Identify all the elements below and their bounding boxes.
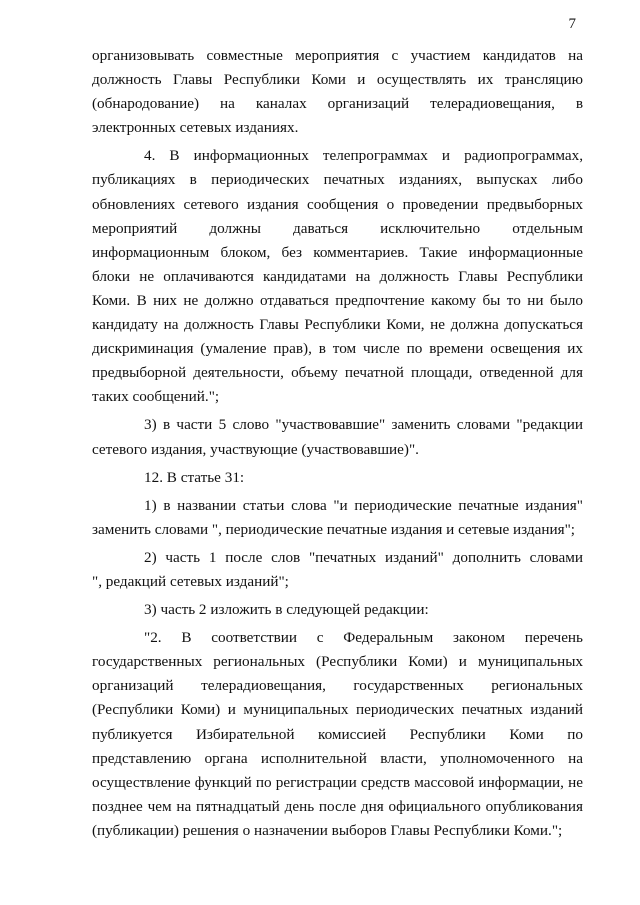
text-line: осуществление функций по регистрации средств массовой информации, не xyxy=(92,773,583,791)
text-line: 2) часть 1 после слов "печатных изданий" дополнить словами xyxy=(144,548,583,566)
text-line: дискриминация (умаление прав), в том числе по времени освещения их xyxy=(92,340,583,358)
text-line: публикуется Избирательной комиссией Республики Коми по xyxy=(92,725,583,743)
text-line: 4. В информационных телепрограммах и радиопрограммах, xyxy=(144,147,583,165)
text-line: (обнародование) на каналах организаций телерадиовещания, в xyxy=(92,95,583,113)
page-number: 7 xyxy=(568,16,576,32)
text-line: ", редакций сетевых изданий"; xyxy=(92,572,289,590)
text-line: (Республики Коми) и муниципальных периодических печатных изданий xyxy=(92,701,583,719)
text-line: публикациях в периодических печатных изданиях, выпусках либо xyxy=(92,171,583,189)
text-line: таких сообщений."; xyxy=(92,388,220,406)
text-line: государственных региональных (Республики Коми) и муниципальных xyxy=(92,653,583,671)
text-line: 3) в части 5 слово "участвовавшие" заменить словами "редакции xyxy=(144,416,583,434)
text-line: блоки не оплачиваются кандидатами на должность Главы Республики xyxy=(92,267,583,285)
text-line: организаций телерадиовещания, государственных региональных xyxy=(92,677,583,695)
text-line: электронных сетевых изданиях. xyxy=(92,119,299,137)
text-line: представлению органа исполнительной власти, уполномоченного на xyxy=(92,749,583,767)
text-line: мероприятий должны даваться исключительно отдельным xyxy=(92,219,583,237)
text-line: 1) в названии статьи слова "и периодические печатные издания" xyxy=(144,496,583,514)
text-line: предвыборной деятельности, объему печатной площади, отведенной для xyxy=(92,364,583,382)
document-body xyxy=(92,44,583,843)
text-line: 3) часть 2 изложить в следующей редакции: xyxy=(144,601,429,619)
text-line: кандидату на должность Главы Республики Коми, не должна допускаться xyxy=(92,316,583,334)
text-line: позднее чем на пятнадцатый день после дня официального опубликования xyxy=(92,797,583,815)
text-line: сетевого издания, участвующие (участвовавшие)". xyxy=(92,440,419,458)
text-line: (публикации) решения о назначении выборов Главы Республики Коми."; xyxy=(92,821,563,839)
text-line: "2. В соответствии с Федеральным законом перечень xyxy=(144,629,583,647)
text-line: 12. В статье 31: xyxy=(144,468,245,486)
text-line: обновлениях сетевого издания сообщения о проведении предвыборных xyxy=(92,195,583,213)
text-line: Коми. В них не должно отдаваться предпочтение какому бы то ни было xyxy=(92,291,583,309)
text-line: информационным блоком, без комментариев. Такие информационные xyxy=(92,243,583,261)
text-line: заменить словами ", периодические печатные издания и сетевые издания"; xyxy=(92,520,576,538)
text-line: организовывать совместные мероприятия с участием кандидатов на xyxy=(92,47,583,64)
text-line: должность Главы Республики Коми и осуществлять их трансляцию xyxy=(92,71,583,89)
